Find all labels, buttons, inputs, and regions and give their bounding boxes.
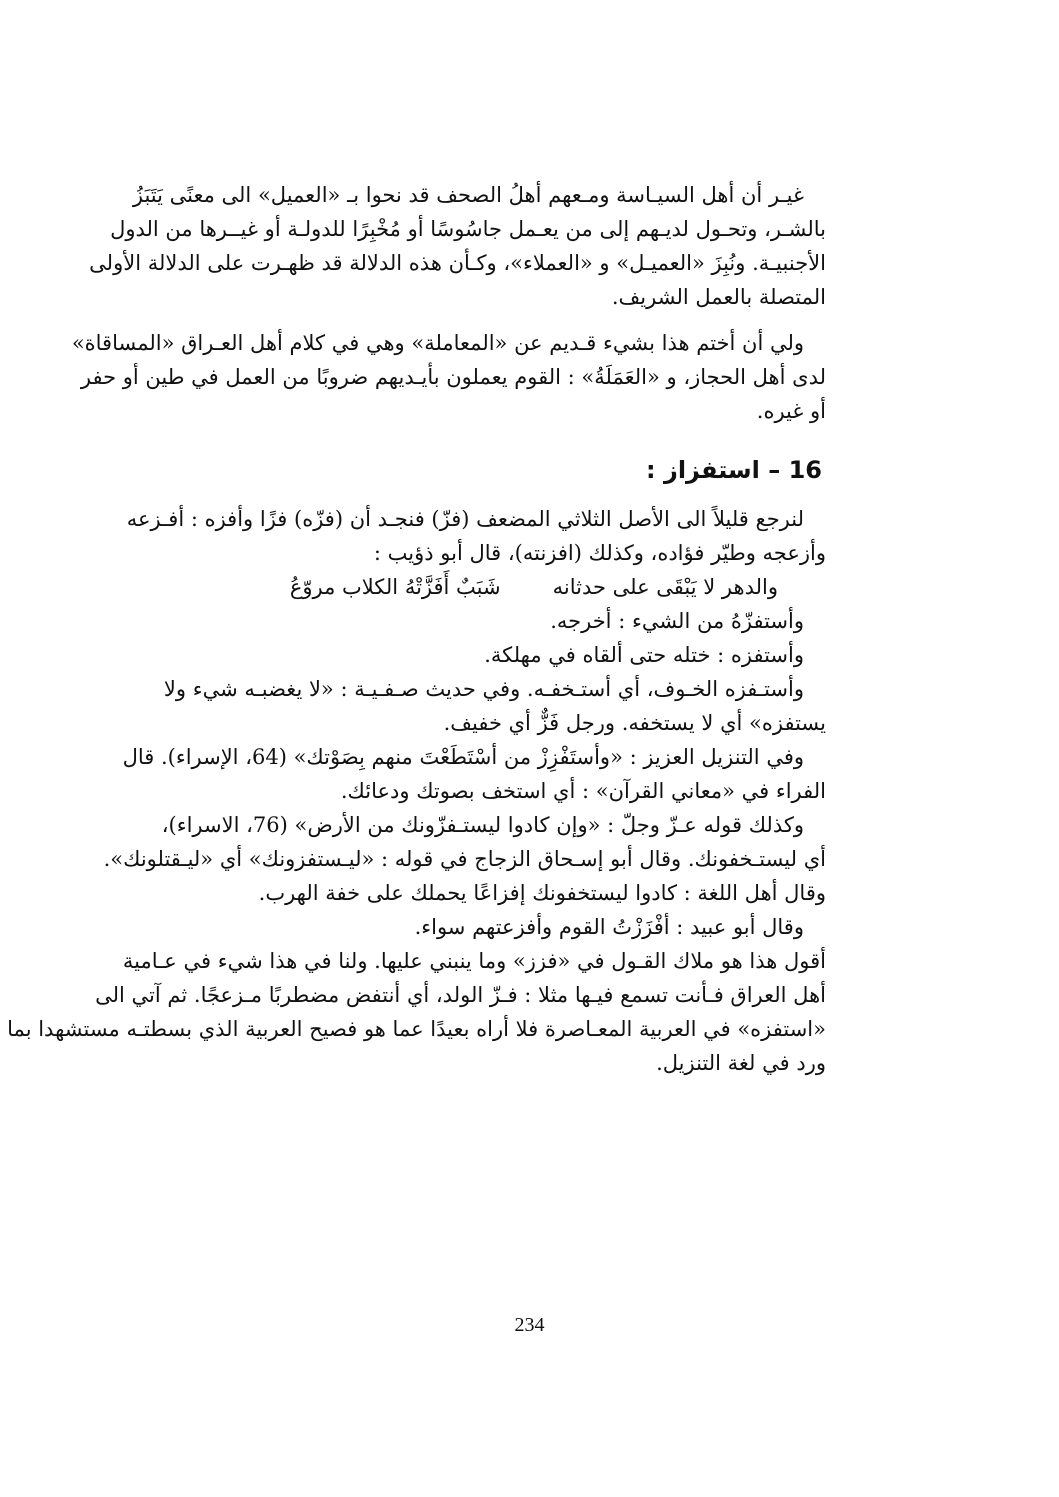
text-line: غيـر أن أهل السيـاسة ومـعهم أهلُ الصحف قد نحوا بـ «العميل» الى معنًى يَتَبَزُ xyxy=(132,183,804,207)
paragraph-4 xyxy=(163,672,826,740)
text-line: أي ليستـخفونك. وقال أبو إسـحاق الزجاج في قوله : «ليـستفزونك» أي «ليـقتلونك». xyxy=(103,847,826,871)
text-line: أهل العراق فـأنت تسمع فيـها مثلا : فـزّ الولد، أي أنتفض مضطربًا مـزعجًا. ثم آتي الى xyxy=(95,983,826,1007)
text-line: وفي التنزيل العزيز : «وأستَفْزِزْ من أسْتَطَعْتَ منهم بِصَوْتك» (64، الإسراء). قال xyxy=(122,745,804,769)
text-line: بالشـر، وتحـول لديـهم إلى من يعـمل جاسُوسًا أو مُخْبِرًا للدولـة أو غيــرها من الدول xyxy=(110,217,826,241)
paragraph-7 xyxy=(7,944,826,1080)
text-line: ورد في لغة التنزيل. xyxy=(656,1051,826,1075)
text-line: وقال أهل اللغة : كادوا ليستخفونك إفزاعًا يحملك على خفة الهرب. xyxy=(258,881,826,905)
text-line: لنرجع قليلاً الى الأصل الثلاثي المضعف (فزّ) فنجـد أن (فزّه) فزًا وأفزه : أفـزعه xyxy=(126,507,804,531)
text-line: الفراء في «معاني القرآن» : أي استخف بصوتك ودعائك. xyxy=(340,779,826,803)
paragraph-3 xyxy=(126,502,826,570)
paragraph-2 xyxy=(71,326,826,428)
text-line: وأزعجه وطيّر فؤاده، وكذلك (افزنته)، قال أبو ذؤيب : xyxy=(373,541,826,565)
paragraph-1 xyxy=(89,178,826,314)
definition-line: وأستفزه : ختله حتى ألقاه في مهلكة. xyxy=(484,643,804,667)
text-line: «استفزه» في العربية المعـاصرة فلا أراه بعيدًا عما هو فصيح العربية الذي بسطتـه مستشهدا بما xyxy=(7,1017,826,1041)
text-line: لدى أهل الحجاز، و «العَمَلَةُ» : القوم يعملون بأيـديهم ضروبًا من العمل في طين أو حفر xyxy=(80,365,826,389)
text-line: وأستـفزه الخـوف، أي أستـخفـه. وفي حديث صـفـيـة : «لا يغضبـه شيء ولا xyxy=(163,677,804,701)
section-heading: 16 – استفزاز : xyxy=(646,456,822,484)
verse-right-hemistich: والدهر لا يَبْقَى على حدثانه xyxy=(552,575,778,599)
text-line: أقول هذا هو ملاك القـول في «فزز» وما ينبني عليها. ولنا في هذا شيء في عـامية xyxy=(122,949,826,973)
quote-line: وقال أبو عبيد : أفْزَزْتُ القوم وأفزعتهم سواء. xyxy=(414,915,804,939)
page-body xyxy=(7,178,826,1080)
text-line: وكذلك قوله عـزّ وجلّ : «وإن كادوا ليستـفزّونك من الأرض» (76، الاسراء)، xyxy=(161,813,804,837)
paragraph-6 xyxy=(103,808,826,910)
poetry-verse xyxy=(212,570,826,604)
text-line: ولي أن أختم هذا بشيء قـديم عن «المعاملة» وهي في كلام أهل العـراق «المساقاة» xyxy=(71,331,804,355)
verse-left-hemistich: شَبَبٌ أَفَزَّتْهُ الكلاب مروّعُ xyxy=(289,575,501,599)
page-number: 234 xyxy=(514,1314,545,1336)
text-line: يستفزه» أي لا يستخفه. ورجل فَزٌّ أي خفيف. xyxy=(443,711,826,735)
text-line: أو غيره. xyxy=(756,399,826,423)
text-line: الأجنبيـة. ونُبِزَ «العميـل» و «العملاء»، وكـأن هذه الدلالة قد ظهـرت على الدلالة الأولى xyxy=(89,251,826,275)
paragraph-5 xyxy=(122,740,826,808)
definition-line: وأستفزّهُ من الشيء : أخرجه. xyxy=(550,609,804,633)
text-line: المتصلة بالعمل الشريف. xyxy=(611,285,826,309)
